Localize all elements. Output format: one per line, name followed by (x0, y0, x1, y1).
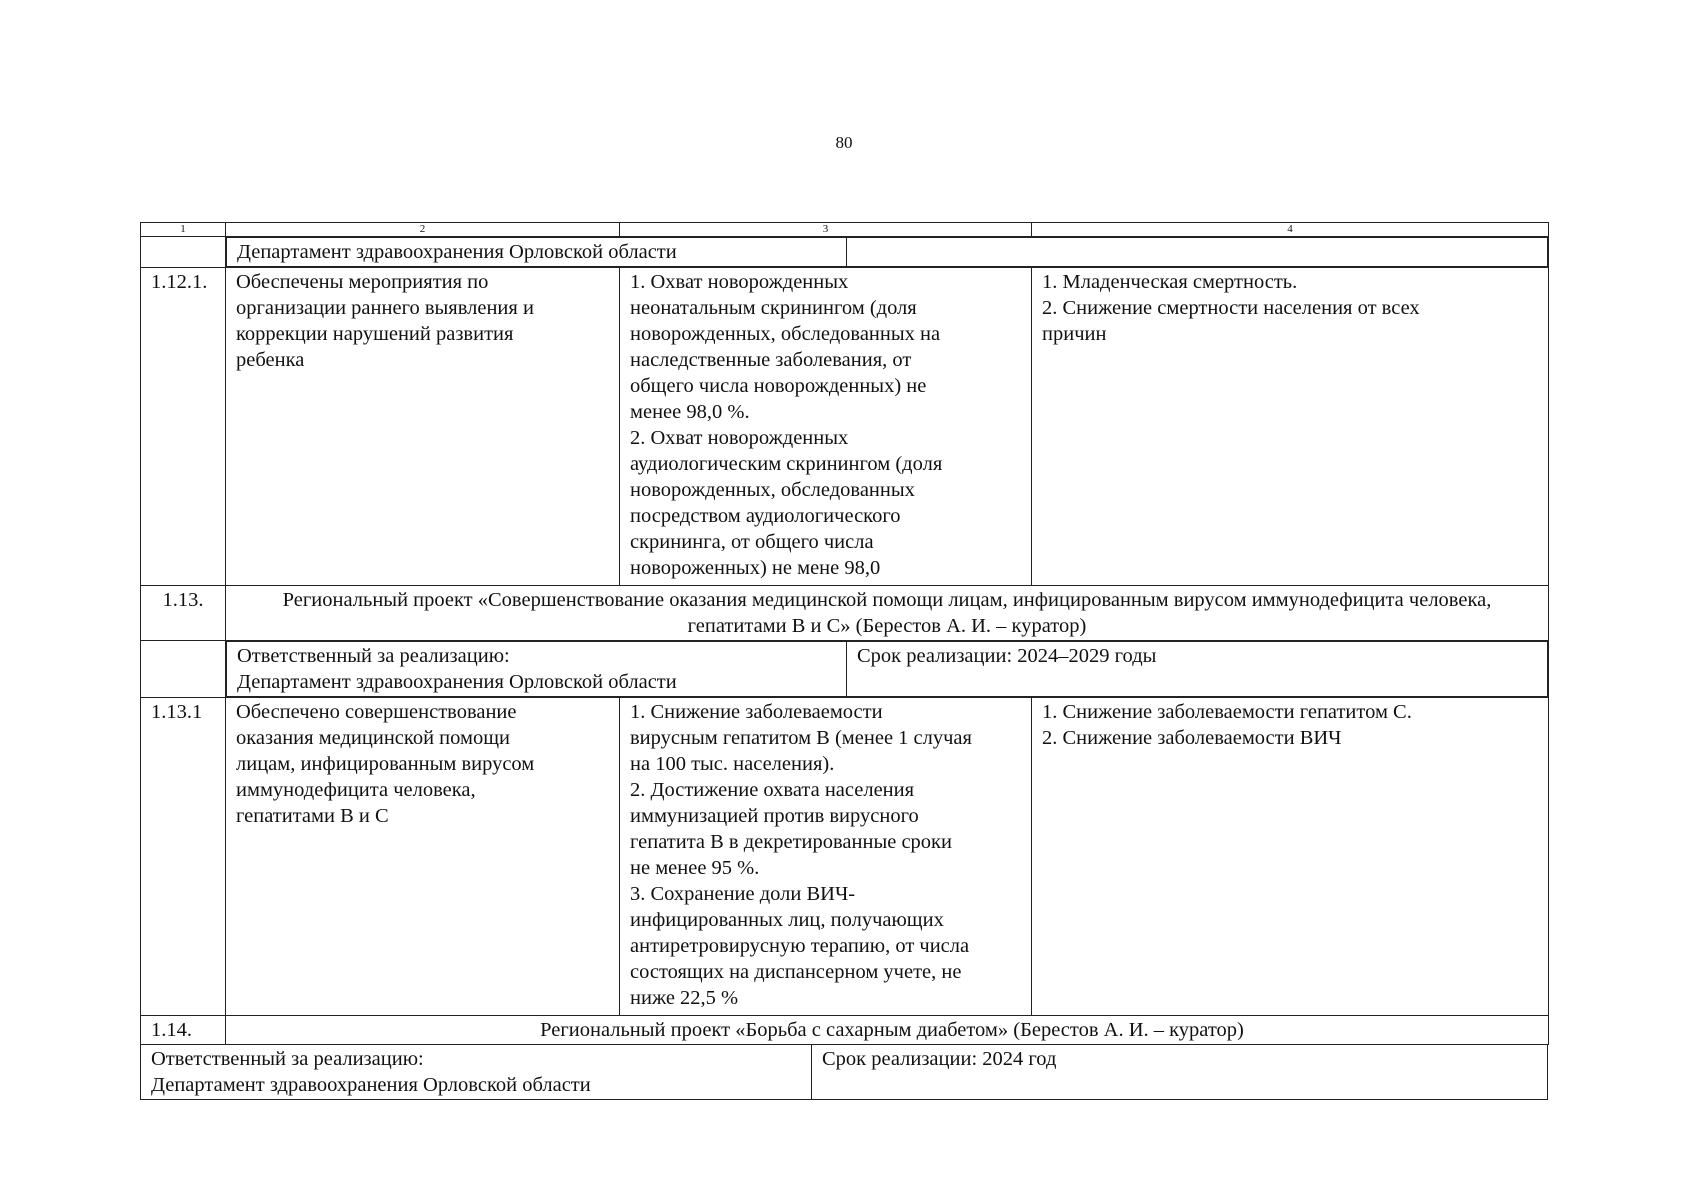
project-title: Региональный проект «Совершенствование оказания медицинской помощи лицам, инфицированным вирусом иммунодефицита человека, гепатитами В и С» (Берестов А. И. – куратор) (226, 586, 1549, 641)
indicator-text: 1. Снижение заболеваемости вирусным гепатитом В (менее 1 случая на 100 тыс. населения). 2. Достижение охвата населения иммунизацией против вирусного гепатита В в декретированные сроки не менее 95 %. 3. Сохранение доли ВИЧ- инфицированных лиц, получающих антиретровирусную терапию, от числа состоящих на диспансерном учете, не ниже 22,5 % (630, 701, 972, 1009)
table-row (141, 641, 1549, 698)
responsible-cell (226, 237, 1549, 268)
responsible-department: Департамент здравоохранения Орловской области (227, 238, 847, 267)
result-cell (1032, 698, 1549, 1016)
number-cell (141, 641, 226, 698)
table-row (141, 237, 1549, 268)
table-row (141, 586, 1549, 641)
table-row (141, 698, 1549, 1016)
row-number: 1.13.1 (141, 698, 226, 1016)
column-number: 1 (141, 223, 226, 237)
indicator-cell (620, 268, 1032, 586)
indicator-cell (620, 698, 1032, 1016)
result-text: 1. Младенческая смертность. 2. Снижение смертности населения от всех причин (1042, 271, 1420, 345)
empty-period-cell (847, 238, 1548, 267)
activity-cell (226, 698, 620, 1016)
responsible-text: Ответственный за реализацию: Департамент здравоохранения Орловской области (237, 645, 677, 693)
document-table-container (140, 222, 1548, 1100)
activity-cell (226, 268, 620, 586)
row-number: 1.12.1. (141, 268, 226, 586)
page-number: 80 (835, 133, 853, 152)
responsible-text: Ответственный за реализацию: Департамент здравоохранения Орловской области (151, 1047, 591, 1096)
number-cell (141, 237, 226, 268)
table-row (141, 268, 1549, 586)
responsible-cell (226, 641, 1549, 698)
project-title: Региональный проект «Борьба с сахарным диабетом» (Берестов А. И. – куратор) (226, 1016, 1549, 1045)
column-number: 3 (620, 223, 1032, 237)
period-text: Срок реализации: 2024–2029 годы (847, 642, 1548, 697)
table-row (141, 1044, 1548, 1099)
column-number: 2 (226, 223, 620, 237)
result-text: 1. Снижение заболеваемости гепатитом С. 2. Снижение заболеваемости ВИЧ (1042, 701, 1412, 749)
final-responsible-table (140, 1044, 1548, 1100)
row-number: 1.14. (141, 1016, 226, 1045)
table-row (141, 1016, 1549, 1045)
period-text: Срок реализации: 2024 год (812, 1044, 1548, 1099)
row-number: 1.13. (141, 586, 226, 641)
activity-text: Обеспечены мероприятия по организации раннего выявления и коррекции нарушений развития ребенка (236, 271, 534, 371)
program-table (140, 222, 1549, 1045)
indicator-text: 1. Охват новорожденных неонатальным скринингом (доля новорожденных, обследованных на наследственные заболевания, от общего числа новорожденных) не менее 98,0 %. 2. Охват новорожденных аудиологическим скринингом (доля новорожденных, обследованных посредством аудиологического скрининга, от общего числа новороженных) не мене 98,0 (630, 271, 943, 579)
column-number: 4 (1032, 223, 1549, 237)
result-cell (1032, 268, 1549, 586)
activity-text: Обеспечено совершенствование оказания медицинской помощи лицам, инфицированным вирусом иммунодефицита человека, гепатитами В и С (236, 701, 535, 827)
column-number-row (141, 223, 1549, 237)
